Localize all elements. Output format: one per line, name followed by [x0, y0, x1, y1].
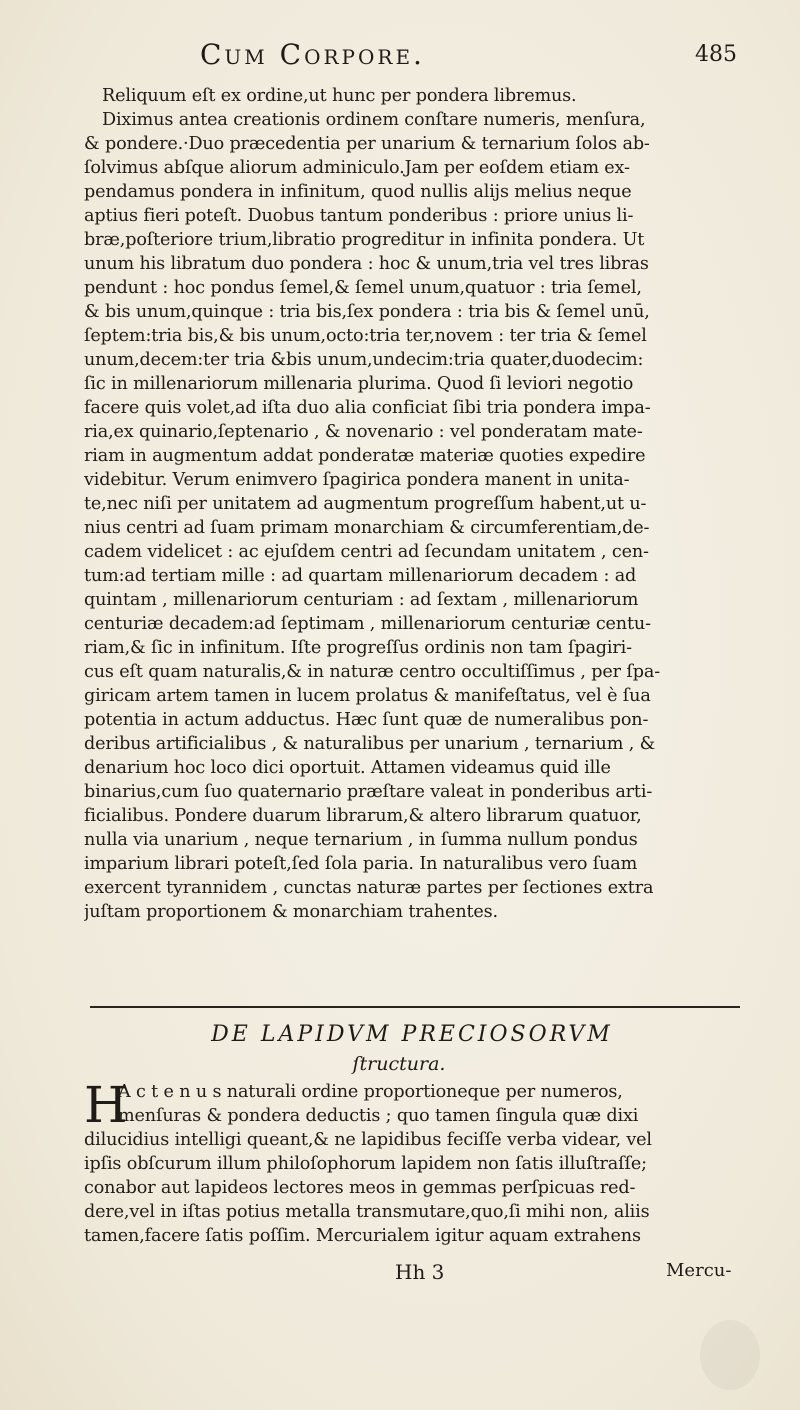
text-line: & bis unum,quinque : tria bis,ſex pondera : tria bis & ſemel unū,: [84, 302, 650, 322]
text-line: giricam artem tamen in lucem prolatus & manifeſtatus, vel è ſua: [84, 686, 651, 706]
text-line: ſolvimus abſque aliorum adminiculo.Jam per eoſdem etiam ex-: [84, 158, 630, 178]
text-line: unum,decem:ter tria &bis unum,undecim:tria quater,duodecim:: [84, 350, 644, 370]
text-line: [84, 924, 754, 948]
body-text: [84, 84, 754, 1248]
text-line: imparium librari poteſt,ſed ſola paria. In naturalibus vero ſuam: [84, 854, 638, 874]
text-line: cadem videlicet : ac ejuſdem centri ad ſecundam unitatem , cen-: [84, 542, 649, 562]
text-line: riam,& ſic in infinitum. Iſte progreſſus ordinis non tam ſpagiri-: [84, 638, 632, 658]
text-line: binarius,cum ſuo quaternario præſtare valeat in ponderibus arti-: [84, 782, 653, 802]
text-line: facere quis volet,ad iſta duo alia conficiat ſibi tria pondera impa-: [84, 398, 651, 418]
text-line: te,nec niſi per unitatem ad augmentum progreſſum habent,ut u-: [84, 494, 647, 514]
text-line: quintam , millenariorum centuriam : ad ſextam , millenariorum: [84, 590, 639, 610]
text-line: centuriæ decadem:ad ſeptimam , millenariorum centuriæ centu-: [84, 614, 651, 634]
text-line: juſtam proportionem & monarchiam trahentes.: [84, 902, 499, 922]
text-line: nius centri ad ſuam primam monarchiam & circumferentiam,de-: [84, 518, 650, 538]
text-line: menſuras & pondera deductis ; quo tamen ſingula quæ dixi: [118, 1106, 639, 1126]
text-line: ria,ex quinario,ſeptenario , & novenario : vel ponderatam mate-: [84, 422, 643, 442]
text-line: videbitur. Verum enimvero ſpagirica pondera manent in unita-: [84, 470, 630, 490]
text-line: dere,vel in iſtas potius metalla transmutare,quo,ſi mihi non, aliis: [84, 1202, 650, 1222]
page-number: 485: [695, 42, 737, 67]
text-line: pendunt : hoc pondus ſemel,& ſemel unum,quatuor : tria ſemel,: [84, 278, 642, 298]
text-line: tamen,facere ſatis poſſim. Mercurialem igitur aquam extrahens: [84, 1226, 641, 1246]
text-line: ipſis obſcurum illum philoſophorum lapidem non ſatis illuſtraſſe;: [84, 1154, 647, 1174]
drop-cap: H: [84, 1076, 128, 1134]
page-footer: [0, 1260, 800, 1290]
text-line: Reliquum eſt ex ordine,ut hunc per pondera libremus.: [102, 86, 577, 106]
section-subtitle: ſtructura.: [352, 1053, 446, 1075]
paragraph-hactenus: [84, 1076, 754, 1248]
text-line: nulla via unarium , neque ternarium , in ſumma nullum pondus: [84, 830, 638, 850]
text-line: exercent tyrannidem , cunctas naturæ partes per ſectiones extra: [84, 878, 654, 898]
text-line: ficialibus. Pondere duarum librarum,& altero librarum quatuor,: [84, 806, 642, 826]
paragraph-reliquum: [84, 84, 754, 996]
text-line: conabor aut lapideos lectores meos in gemmas perſpicuas red-: [84, 1178, 636, 1198]
text-line: pendamus pondera in infinitum, quod nullis alijs melius neque: [84, 182, 632, 202]
text-line: cus eſt quam naturalis,& in naturæ centro occultiſſimus , per ſpa-: [84, 662, 660, 682]
text-line: unum his libratum duo pondera : hoc & unum,tria vel tres libras: [84, 254, 649, 274]
text-line: deribus artificialibus , & naturalibus per unarium , ternarium , &: [84, 734, 656, 754]
catchword: Mercu-: [666, 1260, 732, 1281]
section-title: DE LAPIDVM PRECIOSORVM: [211, 1022, 613, 1047]
text-line: aptius fieri poteſt. Duobus tantum ponderibus : priore unius li-: [84, 206, 634, 226]
text-line: [84, 972, 754, 996]
text-line: potentia in actum adductus. Hæc ſunt quæ de numeralibus pon-: [84, 710, 649, 730]
text-line: & pondere.·Duo præcedentia per unarium & ternarium ſolos ab-: [84, 134, 650, 154]
text-line: riam in augmentum addat ponderatæ materiæ quoties expedire: [84, 446, 646, 466]
text-line: Diximus antea creationis ordinem conſtare numeris, menſura,: [102, 110, 646, 130]
text-line: tum:ad tertiam mille : ad quartam millenariorum decadem : ad: [84, 566, 637, 586]
text-line: ſic in millenariorum millenaria plurima. Quod ſi leviori negotio: [84, 374, 634, 394]
section-rule: [90, 1006, 740, 1008]
running-head: [0, 38, 800, 78]
paper-stain: [700, 1320, 760, 1390]
text-line: A c t e n u s naturali ordine proportioneque per numeros,: [118, 1082, 623, 1102]
running-title: Cum Corpore.: [200, 38, 425, 71]
text-line: dilucidius intelligi queant,& ne lapidibus feciſſe verba videar, vel: [84, 1130, 652, 1150]
signature-mark: Hh 3: [395, 1260, 445, 1284]
text-line: bræ,poſteriore trium,libratio progreditur in infinita pondera. Ut: [84, 230, 645, 250]
text-line: ſeptem:tria bis,& bis unum,octo:tria ter,novem : ter tria & ſemel: [84, 326, 647, 346]
text-line: denarium hoc loco dici oportuit. Attamen videamus quid ille: [84, 758, 611, 778]
text-line: [84, 948, 754, 972]
